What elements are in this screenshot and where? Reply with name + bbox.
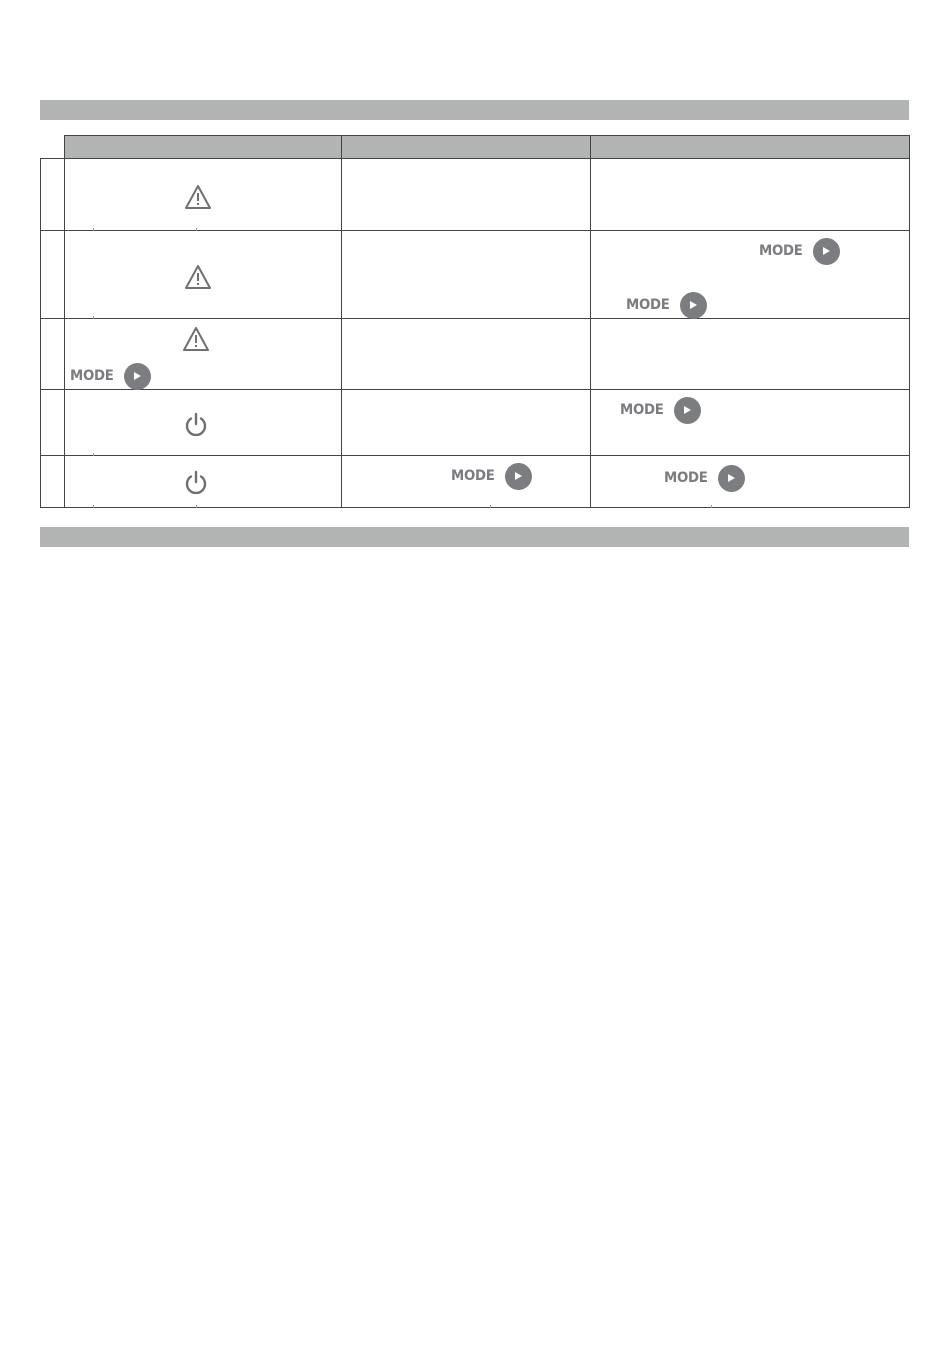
mode-label: MODE: [626, 297, 670, 313]
tick-mark: [196, 228, 197, 231]
table-border-top: [64, 135, 910, 136]
mode-button[interactable]: [70, 362, 151, 390]
tick-mark: [711, 505, 712, 508]
warning-triangle-icon: [182, 326, 210, 352]
mode-label: MODE: [759, 243, 803, 259]
column-divider: [590, 135, 591, 508]
mode-button[interactable]: [626, 291, 707, 319]
mode-button[interactable]: [451, 462, 532, 490]
row-divider: [40, 318, 910, 319]
tick-mark: [93, 316, 94, 319]
row-divider: [40, 158, 910, 159]
play-arrow-icon[interactable]: [718, 465, 745, 492]
mode-button[interactable]: [759, 237, 840, 265]
tick-mark: [196, 505, 197, 508]
mode-button[interactable]: [620, 396, 701, 424]
power-icon: [183, 412, 209, 438]
table-border-left: [40, 158, 41, 508]
tick-mark: [93, 453, 94, 456]
power-icon: [183, 470, 209, 496]
row-divider: [40, 455, 910, 456]
mode-label: MODE: [664, 470, 708, 486]
row-divider: [40, 389, 910, 390]
play-arrow-icon[interactable]: [124, 363, 151, 390]
column-header-1: [65, 136, 341, 158]
mode-button[interactable]: [664, 464, 745, 492]
play-arrow-icon[interactable]: [813, 238, 840, 265]
warning-triangle-icon: [184, 264, 212, 290]
column-header-2: [342, 136, 590, 158]
table-border-bottom: [40, 507, 910, 508]
mode-label: MODE: [70, 368, 114, 384]
play-arrow-icon[interactable]: [674, 397, 701, 424]
mode-label: MODE: [620, 402, 664, 418]
row-divider: [40, 230, 910, 231]
warning-triangle-icon: [184, 184, 212, 210]
tick-mark: [93, 228, 94, 231]
table-border-right: [909, 135, 910, 508]
status-table: [0, 0, 950, 520]
tick-mark: [93, 505, 94, 508]
tick-mark: [490, 505, 491, 508]
section-bar-bottom: [40, 527, 909, 547]
column-header-3: [591, 136, 909, 158]
column-divider: [341, 135, 342, 508]
column-divider: [64, 135, 65, 508]
mode-label: MODE: [451, 468, 495, 484]
play-arrow-icon[interactable]: [505, 463, 532, 490]
play-arrow-icon[interactable]: [680, 292, 707, 319]
